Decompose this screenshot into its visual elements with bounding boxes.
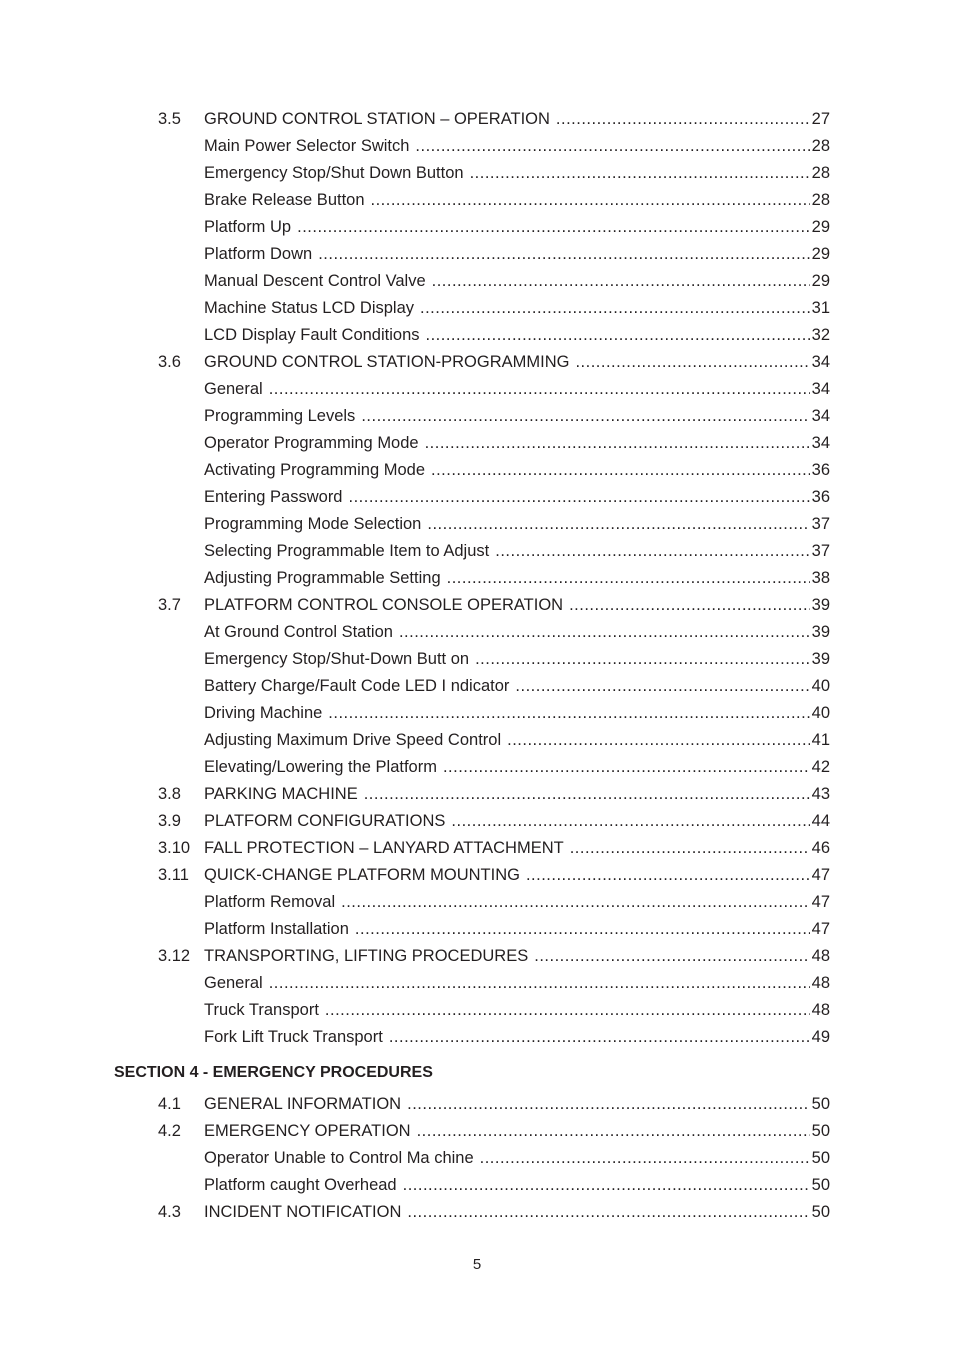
toc-entry xyxy=(158,187,830,214)
toc-entry-title: EMERGENCY OPERATION xyxy=(204,1122,411,1140)
dot-leader xyxy=(447,565,810,592)
toc-entry-title: GROUND CONTROL STATION – OPERATION xyxy=(204,110,550,128)
dot-leader xyxy=(575,349,809,376)
toc-entry-title: INCIDENT NOTIFICATION xyxy=(204,1203,402,1221)
toc-entry xyxy=(158,349,830,376)
toc-entry-title: Entering Password xyxy=(204,488,343,506)
toc-entry-number: 3.9 xyxy=(158,812,181,830)
toc-entry-title: Brake Release Button xyxy=(204,191,365,209)
toc-entry-page: 41 xyxy=(811,731,830,749)
toc-entry xyxy=(158,619,830,646)
toc-entry-title: Emergency Stop/Shut-Down Butt on xyxy=(204,650,470,668)
toc-entry xyxy=(158,727,830,754)
dot-leader xyxy=(269,970,810,997)
toc-entry-page: 44 xyxy=(811,812,830,830)
toc-entry-title: Programming Levels xyxy=(204,407,356,425)
toc-entry-title: Operator Unable to Control Ma chine xyxy=(204,1149,474,1167)
dot-leader xyxy=(341,889,810,916)
dot-leader xyxy=(495,538,809,565)
toc-entry xyxy=(158,1199,830,1226)
toc-entry xyxy=(158,808,830,835)
toc-entry-title: Platform Installation xyxy=(204,920,349,938)
toc-entry xyxy=(158,862,830,889)
toc-entry-page: 37 xyxy=(811,542,830,560)
toc-entry-title: PARKING MACHINE xyxy=(204,785,358,803)
toc-entry-page: 36 xyxy=(811,461,830,479)
toc-entry-page: 48 xyxy=(811,1001,830,1019)
toc-entry-page: 50 xyxy=(811,1149,830,1167)
toc-entry xyxy=(158,457,830,484)
toc-entry-page: 37 xyxy=(811,515,830,533)
toc-entry xyxy=(158,754,830,781)
toc-entry xyxy=(158,430,830,457)
dot-leader xyxy=(426,322,810,349)
dot-leader xyxy=(407,1091,810,1118)
toc-entry xyxy=(158,1145,830,1172)
dot-leader xyxy=(470,160,810,187)
toc-entry-title: Platform Down xyxy=(204,245,313,263)
dot-leader xyxy=(297,214,810,241)
toc-entry-page: 39 xyxy=(811,650,830,668)
dot-leader xyxy=(407,1199,809,1226)
toc-entry-title: Selecting Programmable Item to Adjust xyxy=(204,542,490,560)
toc-entry xyxy=(158,916,830,943)
toc-entry-title: General xyxy=(204,974,263,992)
toc-entry xyxy=(158,214,830,241)
dot-leader xyxy=(325,997,810,1024)
toc-entry-page: 38 xyxy=(811,569,830,587)
toc-entry-number: 3.12 xyxy=(158,947,191,965)
toc-entry xyxy=(158,484,830,511)
dot-leader xyxy=(349,484,810,511)
toc-entry xyxy=(158,403,830,430)
toc-entry xyxy=(158,835,830,862)
toc-entry-number: 4.1 xyxy=(158,1095,181,1113)
toc-entry-title: Programming Mode Selection xyxy=(204,515,422,533)
toc-entry-title: Platform caught Overhead xyxy=(204,1176,397,1194)
toc-entry-page: 28 xyxy=(811,137,830,155)
toc-entry xyxy=(158,889,830,916)
toc-entry-number: 4.2 xyxy=(158,1122,181,1140)
toc-entry-page: 29 xyxy=(811,272,830,290)
dot-leader xyxy=(355,916,810,943)
dot-leader xyxy=(403,1172,810,1199)
dot-leader xyxy=(364,781,810,808)
toc-entry-page: 50 xyxy=(811,1176,830,1194)
toc-entry xyxy=(158,781,830,808)
toc-entry-page: 28 xyxy=(811,164,830,182)
toc-entry-title: Adjusting Programmable Setting xyxy=(204,569,441,587)
toc-entry xyxy=(158,673,830,700)
dot-leader xyxy=(420,295,810,322)
toc-entry-title: Elevating/Lowering the Platform xyxy=(204,758,437,776)
toc-entry-page: 27 xyxy=(811,110,830,128)
toc-entry-page: 48 xyxy=(811,974,830,992)
dot-leader xyxy=(415,133,809,160)
dot-leader xyxy=(389,1024,810,1051)
dot-leader xyxy=(269,376,810,403)
toc-entry-page: 50 xyxy=(811,1095,830,1113)
dot-leader xyxy=(507,727,810,754)
toc-entry-page: 28 xyxy=(811,191,830,209)
toc-entry-title: Main Power Selector Switch xyxy=(204,137,410,155)
toc-entry xyxy=(158,592,830,619)
toc-entry-page: 49 xyxy=(811,1028,830,1046)
toc-entry-title: Activating Programming Mode xyxy=(204,461,426,479)
dot-leader xyxy=(361,403,809,430)
toc-entry-page: 47 xyxy=(811,893,830,911)
dot-leader xyxy=(425,430,810,457)
toc-entry xyxy=(158,1024,830,1051)
dot-leader xyxy=(371,187,810,214)
toc-entry-number: 3.6 xyxy=(158,353,181,371)
dot-leader xyxy=(569,592,810,619)
toc-entry-page: 29 xyxy=(811,245,830,263)
toc-entry xyxy=(158,646,830,673)
toc-entry-title: Manual Descent Control Valve xyxy=(204,272,426,290)
toc-entry xyxy=(158,511,830,538)
toc-entry-number: 4.3 xyxy=(158,1203,181,1221)
toc-entry-title: PLATFORM CONTROL CONSOLE OPERATION xyxy=(204,596,564,614)
toc-entry-title: Platform Up xyxy=(204,218,292,236)
toc-entry-number: 3.8 xyxy=(158,785,181,803)
dot-leader xyxy=(534,943,809,970)
toc-entry-title: At Ground Control Station xyxy=(204,623,393,641)
dot-leader xyxy=(443,754,810,781)
toc-entry-title: Driving Machine xyxy=(204,704,323,722)
toc-entry xyxy=(158,133,830,160)
dot-leader xyxy=(432,268,810,295)
toc-entry-page: 50 xyxy=(811,1122,830,1140)
toc-entry-title: FALL PROTECTION – LANYARD ATTACHMENT xyxy=(204,839,564,857)
dot-leader xyxy=(480,1145,810,1172)
toc-entry-page: 34 xyxy=(811,434,830,452)
dot-leader xyxy=(570,835,810,862)
dot-leader xyxy=(556,106,810,133)
toc-entry-page: 29 xyxy=(811,218,830,236)
toc-entry xyxy=(158,1091,830,1118)
dot-leader xyxy=(475,646,810,673)
dot-leader xyxy=(399,619,810,646)
toc-entry-number: 3.7 xyxy=(158,596,181,614)
toc-entry-title: Machine Status LCD Display xyxy=(204,299,415,317)
toc-entry xyxy=(158,1172,830,1199)
toc-entry-page: 34 xyxy=(811,407,830,425)
section-heading: SECTION 4 - EMERGENCY PROCEDURES xyxy=(114,1064,433,1081)
toc-entry xyxy=(158,376,830,403)
dot-leader xyxy=(427,511,809,538)
toc-entry-page: 40 xyxy=(811,704,830,722)
dot-leader xyxy=(431,457,810,484)
toc-entry-page: 34 xyxy=(811,380,830,398)
page-number: 5 xyxy=(472,1256,482,1273)
toc-entry-page: 32 xyxy=(811,326,830,344)
toc-entry-title: General xyxy=(204,380,263,398)
toc-entry xyxy=(158,565,830,592)
toc-entry-title: PLATFORM CONFIGURATIONS xyxy=(204,812,446,830)
toc-entry xyxy=(158,538,830,565)
toc-entry-title: GROUND CONTROL STATION-PROGRAMMING xyxy=(204,353,570,371)
toc-entry-page: 39 xyxy=(811,623,830,641)
toc-entry-page: 39 xyxy=(811,596,830,614)
toc-entry-page: 40 xyxy=(811,677,830,695)
toc-entry xyxy=(158,106,830,133)
toc-entry-page: 34 xyxy=(811,353,830,371)
toc-entry xyxy=(158,997,830,1024)
toc-entry xyxy=(158,943,830,970)
toc-entry xyxy=(158,1118,830,1145)
toc-entry-title: GENERAL INFORMATION xyxy=(204,1095,402,1113)
toc-entry xyxy=(158,970,830,997)
toc-entry xyxy=(158,268,830,295)
toc-entry-title: TRANSPORTING, LIFTING PROCEDURES xyxy=(204,947,529,965)
dot-leader xyxy=(526,862,810,889)
toc-entry-number: 3.11 xyxy=(158,866,189,884)
toc-entry-title: Operator Programming Mode xyxy=(204,434,419,452)
toc-entry-page: 31 xyxy=(811,299,830,317)
toc-entry-title: Platform Removal xyxy=(204,893,336,911)
toc-entry-page: 47 xyxy=(811,866,830,884)
toc-entry-number: 3.5 xyxy=(158,110,181,128)
toc-entry-page: 50 xyxy=(811,1203,830,1221)
toc-entry-page: 46 xyxy=(811,839,830,857)
toc-entry-number: 3.10 xyxy=(158,839,191,857)
dot-leader xyxy=(451,808,809,835)
toc-entry-page: 48 xyxy=(811,947,830,965)
toc-entry-title: Adjusting Maximum Drive Speed Control xyxy=(204,731,502,749)
dot-leader xyxy=(318,241,809,268)
dot-leader xyxy=(515,673,809,700)
toc-entry-title: Emergency Stop/Shut Down Button xyxy=(204,164,464,182)
toc-entry-title: LCD Display Fault Conditions xyxy=(204,326,420,344)
toc-entry-page: 36 xyxy=(811,488,830,506)
toc-entry-title: QUICK-CHANGE PLATFORM MOUNTING xyxy=(204,866,520,884)
toc-entry xyxy=(158,295,830,322)
toc-entry-page: 47 xyxy=(811,920,830,938)
toc-entry xyxy=(158,322,830,349)
dot-leader xyxy=(328,700,809,727)
toc-entry-title: Battery Charge/Fault Code LED I ndicator xyxy=(204,677,510,695)
toc-entry-page: 43 xyxy=(811,785,830,803)
toc-entry-page: 42 xyxy=(811,758,830,776)
dot-leader xyxy=(417,1118,810,1145)
toc-entry xyxy=(158,241,830,268)
toc-entry xyxy=(158,700,830,727)
toc-entry xyxy=(158,160,830,187)
toc-entry-title: Fork Lift Truck Transport xyxy=(204,1028,383,1046)
toc-entry-title: Truck Transport xyxy=(204,1001,319,1019)
